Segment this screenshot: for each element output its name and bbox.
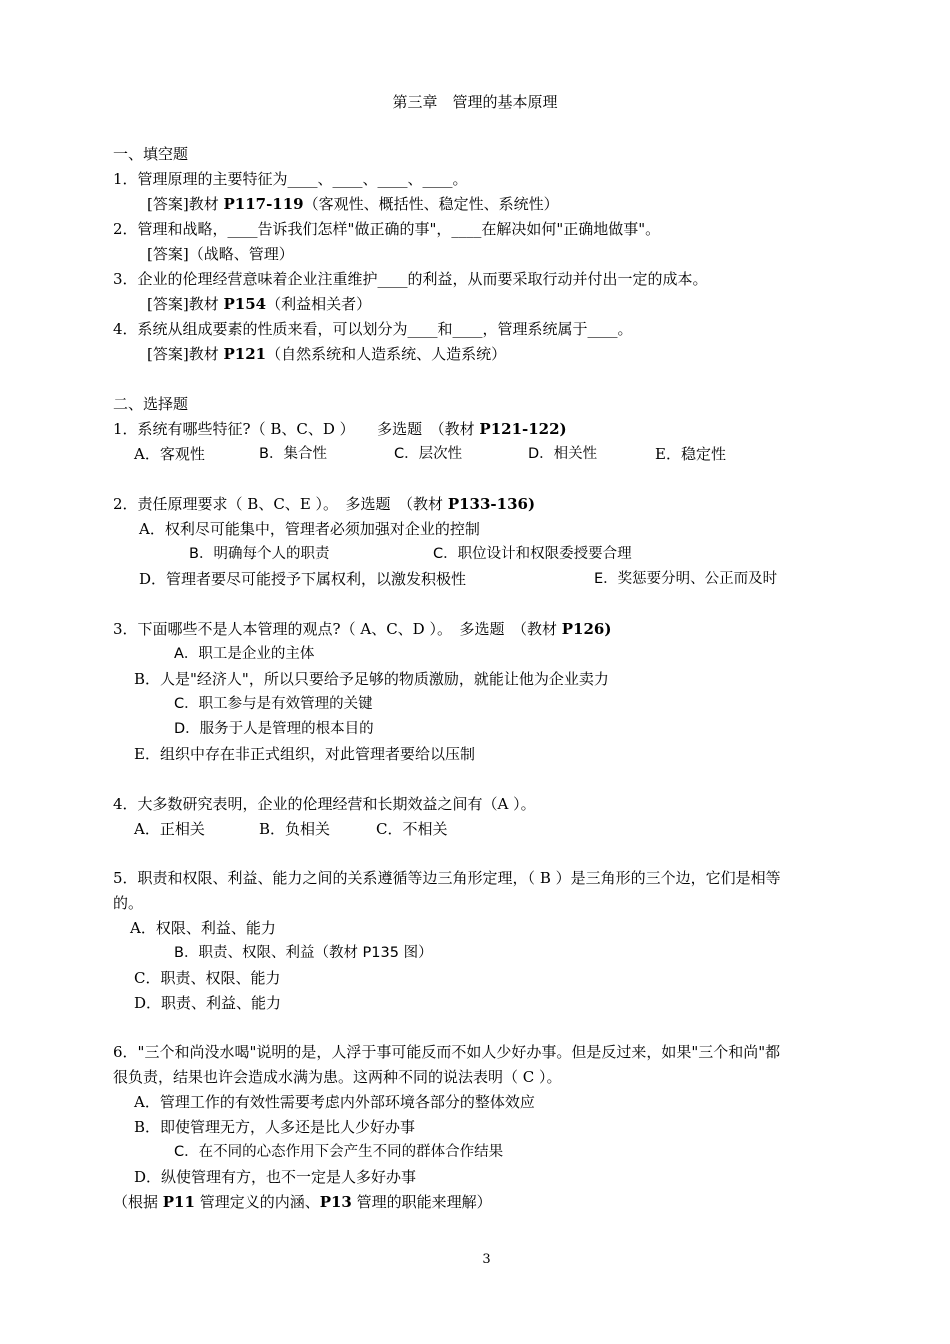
fill-q3: 3．企业的伦理经营意味着企业注重维护____的利益，从而要采取行动并付出一定的成本。 (113, 270, 708, 288)
choice-q3-stem (113, 619, 611, 639)
page-number: 3 (482, 1252, 491, 1267)
answer-text: （利益相关者） (266, 295, 372, 313)
note-middle: 管理定义的内涵、 (194, 1193, 320, 1211)
answer-prefix: [答案]教材 (147, 345, 224, 363)
q6-option-c: C．在不同的心态作用下会产生不同的群体合作结果 (174, 1144, 504, 1160)
q1-option-c: C．层次性 (394, 446, 463, 462)
fill-a4 (147, 344, 506, 364)
fill-a2: [答案]（战略、管理） (147, 245, 294, 263)
q2-option-b: B．明确每个人的职责 (189, 546, 330, 562)
answer-ref: P121 (223, 345, 267, 363)
answer-text: （自然系统和人造系统、人造系统） (266, 345, 507, 363)
fill-q4: 4．系统从组成要素的性质来看，可以划分为____和____，管理系统属于____。 (113, 320, 633, 338)
choice-q2-stem (113, 494, 535, 514)
answer-ref: P117-119 (223, 195, 304, 213)
q4-option-b: B．负相关 (259, 820, 331, 838)
question-stem: 1．系统有哪些特征?（ B、C、D ） 多选题 （教材 (113, 420, 480, 438)
choice-q6-stem-line1: 6．"三个和尚没水喝"说明的是，人浮于事可能反而不如人少好办事。但是反过来，如果"三个和尚"都 (113, 1043, 781, 1061)
answer-text: （客观性、概括性、稳定性、系统性） (303, 195, 559, 213)
fill-q1: 1．管理原理的主要特征为____、____、____、____。 (113, 170, 468, 188)
q6-option-a: A．管理工作的有效性需要考虑内外部环境各部分的整体效应 (134, 1093, 535, 1111)
fill-a1 (147, 194, 559, 214)
q3-option-e: E．组织中存在非正式组织，对此管理者要给以压制 (134, 745, 475, 763)
q2-option-a: A．权利尽可能集中，管理者必须加强对企业的控制 (139, 520, 480, 538)
fill-a3 (147, 294, 371, 314)
q2-option-d: D．管理者要尽可能授予下属权利，以激发积极性 (139, 570, 467, 588)
question-ref: P133-136) (447, 495, 536, 513)
question-ref: P126) (561, 620, 612, 638)
q6-option-b: B．即使管理无方，人多还是比人少好办事 (134, 1118, 416, 1136)
q5-option-a: A．权限、利益、能力 (130, 919, 276, 937)
note-ref: P11 (162, 1193, 195, 1211)
q2-option-e: E．奖惩要分明、公正而及时 (594, 571, 778, 587)
q1-option-b: B．集合性 (259, 446, 327, 462)
question-stem: 3．下面哪些不是人本管理的观点?（ A、C、D ）。 多选题 （教材 (113, 620, 562, 638)
q3-option-a: A．职工是企业的主体 (174, 646, 315, 662)
choice-heading: 二、选择题 (113, 395, 189, 413)
choice-q6-stem-line2: 很负责，结果也许会造成水满为患。这两种不同的说法表明（ C ）。 (113, 1068, 562, 1086)
note-suffix: 管理的职能来理解） (351, 1193, 492, 1211)
choice-q5-stem-line2: 的。 (113, 894, 144, 912)
q1-option-d: D．相关性 (528, 446, 598, 462)
q3-option-d: D．服务于人是管理的根本目的 (174, 721, 374, 737)
answer-prefix: [答案]教材 (147, 295, 224, 313)
q3-option-c: C．职工参与是有效管理的关键 (174, 696, 373, 712)
q6-option-d: D．纵使管理有方，也不一定是人多好办事 (134, 1168, 417, 1186)
question-stem: 2．责任原理要求（ B、C、E ）。 多选题 （教材 (113, 495, 448, 513)
choice-q4-stem: 4．大多数研究表明，企业的伦理经营和长期效益之间有（A ）。 (113, 795, 536, 813)
q4-option-c: C．不相关 (376, 820, 448, 838)
choice-q5-stem-line1: 5．职责和权限、利益、能力之间的关系遵循等边三角形定理，（ B ）是三角形的三个边，它们是相等 (113, 869, 781, 887)
q5-option-c: C．职责、权限、能力 (134, 969, 281, 987)
q3-option-b: B．人是"经济人"，所以只要给予足够的物质激励，就能让他为企业卖力 (134, 670, 609, 688)
answer-ref: P154 (223, 295, 267, 313)
chapter-title: 第三章 管理的基本原理 (392, 93, 558, 111)
fill-heading: 一、填空题 (113, 145, 189, 163)
q2-option-c: C．职位设计和权限委授要合理 (433, 546, 632, 562)
note-ref: P13 (319, 1193, 352, 1211)
note-prefix: （根据 (113, 1193, 163, 1211)
answer-prefix: [答案]教材 (147, 195, 224, 213)
q1-option-e: E．稳定性 (655, 445, 726, 463)
fill-q2: 2．管理和战略，____告诉我们怎样"做正确的事"，____在解决如何"正确地做事"。 (113, 220, 661, 238)
q6-note (113, 1192, 492, 1212)
q5-option-b: B．职责、权限、利益（教材 P135 图） (174, 945, 433, 961)
choice-q1-stem (113, 419, 567, 439)
q5-option-d: D．职责、利益、能力 (134, 994, 282, 1012)
q4-option-a: A．正相关 (134, 820, 205, 838)
q1-option-a: A．客观性 (134, 445, 205, 463)
question-ref: P121-122) (479, 420, 567, 438)
